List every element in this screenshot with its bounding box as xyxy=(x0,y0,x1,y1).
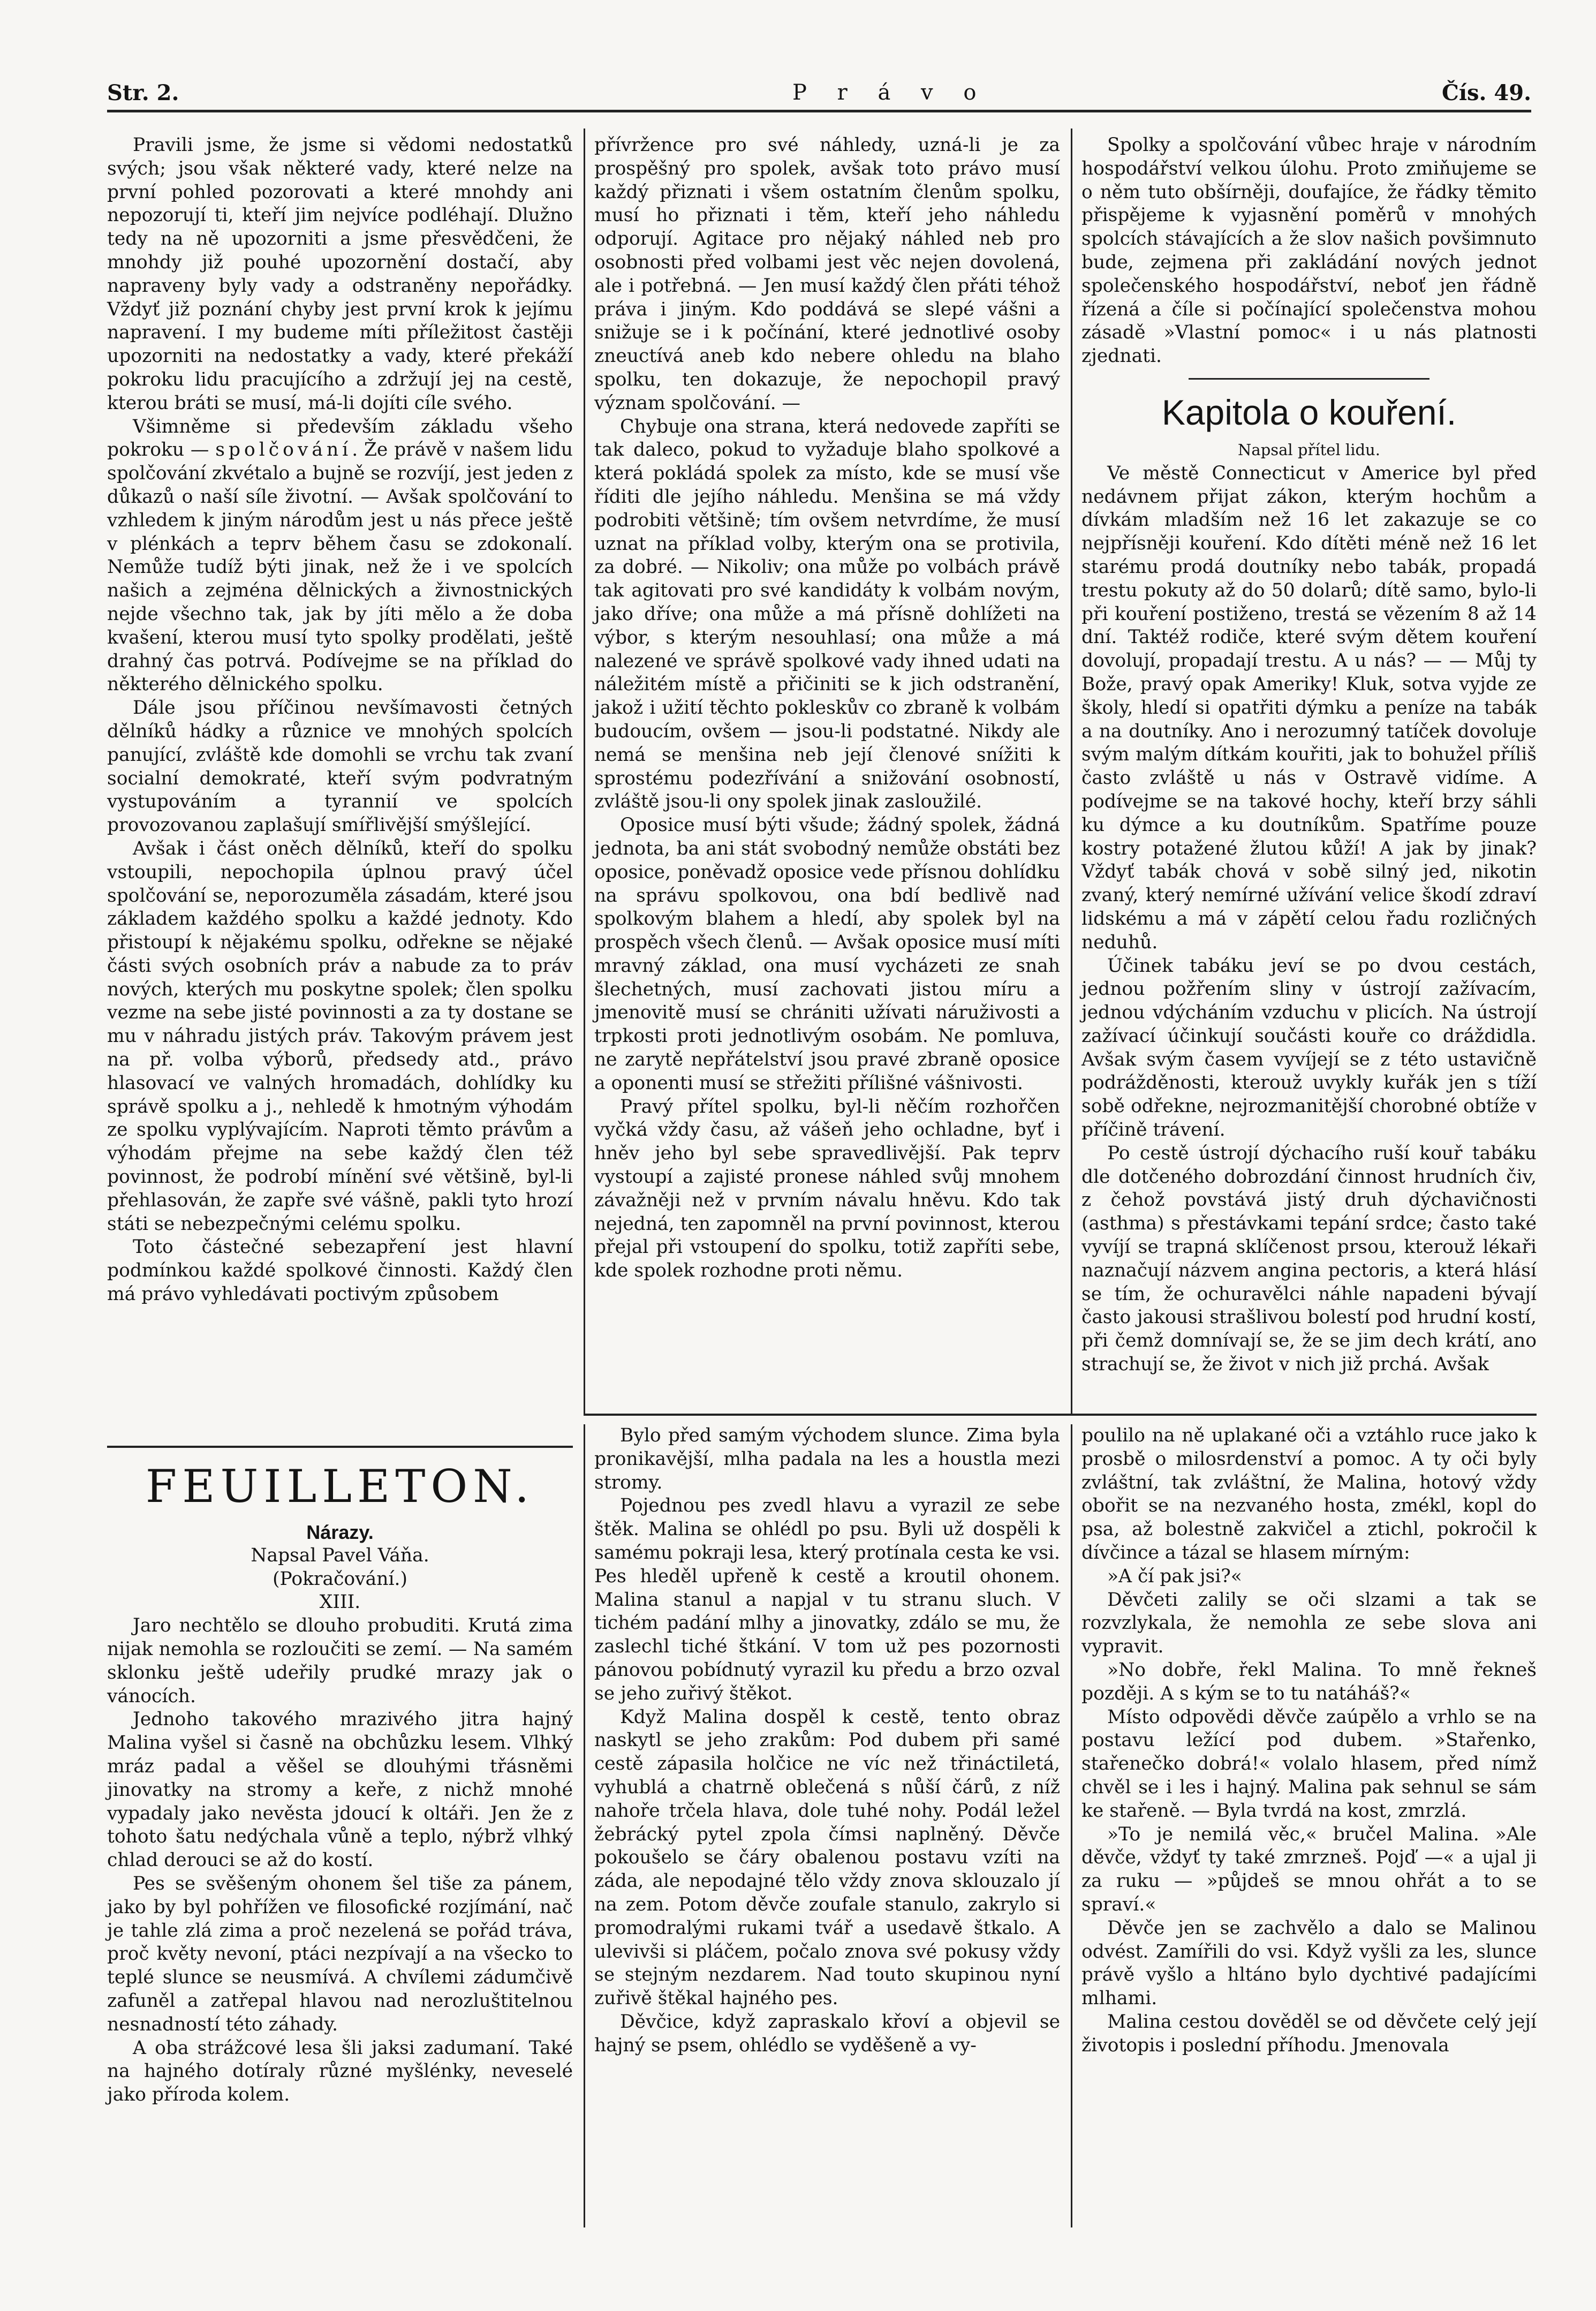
article-paragraph: Ve městě Connecticut v Americe byl před nedávnem přijat zákon, kterým hochům a dívkám mladším než 16 let zakazuje se co nejpřísněji kouření. Kdo dítěti méně než 16 let starému prodá doutníky nebo tabák, propadá trestu pokuty až do 50 dolarů; dítě samo, bylo-li při kouření postiženo, trestá se vězením 8 až 14 dní. Taktéž rodiče, které svým dětem kouření dovolují, propadají trestu. A u nás? — — Můj ty Bože, pravý opak Ameriky! Kluk, sotva vyjde ze školy, hledí si opatřiti dýmku a peníze na tabák a na doutníky. Ano i nerozumný tatíček dovoluje svým malým dítkám kouřiti, jak to bohužel příliš často zvláště u nás v Ostravě vidíme. A podívejme se na takové hochy, kteří brzy sáhli ku dýmce a ku doutníkům. Spatříme pouze kostry potažené žlutou kůží! A jak by jinak? Vždyť tabák chová v sobě silný jed, nikotin zvaný, který nemírné užívání velice škodí zdraví lidskému a má v zápětí celou řadu rozličných neduhů. xyxy=(1081,462,1537,953)
article-paragraph: Účinek tabáku jeví se po dvou cestách, jednou požřením sliny v ústrojí zažívacím, jednou vdýcháním vzduchu v plicích. Na ústrojí zažívací účinkují součásti kouře co dráždidla. Avšak svým časem vyvíjejí se z této ustavičně podrážděnosti, kterouž uvykly kuřák jen s tíží sobě odřekne, nejrozmanitější chorobné obtíže v příčině trávení. xyxy=(1081,955,1537,1141)
article-paragraph: Pravý přítel spolku, byl-li něčím rozhořčen vyčká vždy času, až vášeň jeho ochladne, byť i hněv jeho byl sebe spravedlivější. Pak teprv vystoupí a zajisté pronese náhled svůj mnohem závažněji než v prvním návalu hněvu. Kdo tak nejedná, ten zapomněl na první povinnost, kterou přejal při vstoupení do spolku, totiž zapříti sebe, kde spolek rozhodne proti němu. xyxy=(594,1096,1060,1282)
issue-number: Čís. 49. xyxy=(1442,80,1531,105)
story-paragraph: Pojednou pes zvedl hlavu a vyrazil ze sebe štěk. Malina se ohlédl po psu. Byli už dospěli k samému pokraji lesa, který protínala cesta ke vsi. Pes hleděl upřeně k cestě a kroutil ohonem. Malina stanul a napjal v tu stranu sluch. V tichém padání mlhy a jinovatky, zdálo se mu, že zaslechl tiché štkání. V tom už pes pozornosti pánovou pobídnutý vyrazil ku předu a brzo ozval se jeho zuřivý štěkot. xyxy=(594,1495,1060,1704)
column-divider-1 xyxy=(584,129,585,1414)
header-rule xyxy=(107,110,1531,112)
story-byline: Napsal Pavel Váňa. xyxy=(251,1544,429,1566)
column-1 xyxy=(107,134,573,1306)
column-2 xyxy=(594,134,1060,1283)
article-paragraph: Po cestě ústrojí dýchacího ruší kouř tabáku dle dotčeného dobrozdání činnost hrudních čiv, z čehož povstává jistý druh dýchavičnosti (asthma) s přestávkami tepání srdce; často také vyvíjí se trapná sklíčenost prsou, kterouž lékaři naznačují názvem angina pectoris, a která hlásí se tím, že ochuravělci náhle napadeni bývají často jakousi strašlivou bolestí pod hrudní kostí, při čemž domnívají se, že se jim dech krátí, ano strachují se, že život v nich již prchá. Avšak xyxy=(1081,1142,1537,1376)
feuilleton-column-2 xyxy=(594,1424,1060,2058)
article-paragraph: Toto částečné sebezapření jest hlavní podmínkou každé spolkové činnosti. Každý člen má právo vyhledávati poctivým způsobem xyxy=(107,1236,573,1305)
story-paragraph: Malina cestou dověděl se od děvčete celý její životopis i poslední příhodu. Jmenovala xyxy=(1081,2011,1537,2056)
story-paragraph: »To je nemilá věc,« bručel Malina. »Ale děvče, vždyť ty také zmrzneš. Pojď —« a ujal ji za ruku — »půjdeš se mnou ohřát a to se spraví.« xyxy=(1081,1823,1537,1915)
article-paragraph: Všimněme si především základu všeho pokroku — spolčování. Že právě v našem lidu spolčování zkvétalo a bujně se rozvíjí, jest jeden z důkazů o naší síle životní. — Avšak spolčování to vzhledem k jiným národům jest u nás přece ještě v plénkách a teprv během času se zdokonalí. Nemůže tudíž býti jinak, než že i ve spolcích našich a zejména dělnických a živnostnických nejde všechno tak, jak by jíti mělo a že doba kvašení, kterou musí tyto spolky prodělati, ještě drahný čas potrvá. Podívejme se na příklad do některého dělnického spolku. xyxy=(107,416,573,696)
chapter-number: XIII. xyxy=(319,1591,361,1613)
article-paragraph: přívržence pro své náhledy, uzná-li je za prospěšný pro spolek, avšak toto právo musí každý přiznati i všem ostatním členům spolku, musí ho přiznati i těm, kteří jeho náhledu odporují. Agitace pro nějaký náhled neb pro osobnosti před volbami jest věc nejen dovolená, ale i potřebná. — Jen musí každý člen přáti téhož práva i jiným. Kdo poddává se slepé vášni a snižuje se i k počínání, které jednotlivé osoby zneuctívá aneb kdo nebere ohledu na blaho spolku, ten dokazuje, že nepochopil pravý význam spolčování. — xyxy=(594,134,1060,414)
story-title: Nárazy. xyxy=(306,1521,374,1543)
emphasized-word: spolčování xyxy=(215,439,352,461)
page-number: Str. 2. xyxy=(107,80,179,105)
feuilleton-column-3 xyxy=(1081,1424,1537,2058)
story-paragraph: A oba strážcové lesa šli jaksi zadumaní. Také na hajného dotíraly různé myšlénky, neveselé jako příroda kolem. xyxy=(107,2037,573,2106)
story-paragraph: Když Malina dospěl k cestě, tento obraz naskytl se jeho zrakům: Pod dubem při samé cestě zápasila holčice ne víc než třináctiletá, vyhublá a chatrně oblečená s nůší čárů, z níž nahoře trčela hlava, dole tuhé nohy. Podál ležel žebrácký pytel zpola čímsi naplněný. Děvče pokoušelo se čáry obalenou postavu vzíti na záda, ale nepodajné tělo vždy znova sklouzalo jí na zem. Potom děvče zoufale stanulo, zakrylo si promodralými rukami tvář a usedavě štkalo. A ulevivši si pláčem, počalo znova své pokusy vždy se stejným nezdarem. Nad touto skupinou nyní zuřivě štěkal hajného pes. xyxy=(594,1706,1060,2010)
column-divider-2 xyxy=(1071,129,1072,1414)
article-separator xyxy=(1189,378,1429,380)
article-paragraph: Chybuje ona strana, která nedovede zapříti se tak daleco, pokud to vyžaduje blaho spolkové a která pokládá spolek za místo, kde se musí vše říditi dle jejího náhledu. Menšina se má vždy podrobiti většině; tím ovšem netvrdíme, že musí uznat na příklad volby, kterým ona se protivila, za dobré. — Nikoliv; ona může po volbách právě tak agitovati pro své kandidáty k volbám novým, jako dříve; ona může a má přísně dohlížeti na výbor, s kterým nesouhlasí; ona může a má nalezené ve správě spolkové vady ihned udati na náležitém místě a přičiniti se k jich odstranění, jakož i užití těchto pokleskův co zbraně k volbám budoucím, ovšem — jsou-li podstatné. Nikdy ale nemá se menšina neb její členové snížiti k sprostému podezřívání a snižování osobností, zvláště jsou-li ony spolek jinak zasloužilé. xyxy=(594,416,1060,813)
feuilleton-divider-2 xyxy=(1071,1424,1072,2227)
story-paragraph: »A čí pak jsi?« xyxy=(1107,1565,1242,1587)
story-paragraph: Bylo před samým východem slunce. Zima byla pronikavější, mlha padala na les a houstla mezi stromy. xyxy=(594,1425,1060,1493)
story-paragraph: poulilo na ně uplakané oči a vztáhlo ruce jako k prosbě o milosrdenství a pomoc. A ty oči byly zvláštní, tak zvláštní, že Malina, hotový vždy obořit se na nezvaného hosta, zmékl, kopl do psa, až bolestně zakvičel a ztichl, pokročil k dívčince a tázal se hlasem mírným: xyxy=(1081,1425,1537,1564)
article-byline: Napsal přítel lidu. xyxy=(1238,440,1380,459)
feuilleton-rule xyxy=(584,1414,1537,1416)
feuilleton-rule-left xyxy=(107,1446,573,1448)
story-paragraph: Pes se svěšeným ohonem šel tiše za pánem, jako by byl pohřížen ve filosofické rozjímání, nač je tahle zlá zima a proč nezelená se pořád tráva, proč květy nevoní, ptáci nezpívají a na všecko to teplé slunce se neusmívá. A chvílemi zádumčivě zafuněl a zatřepal hlavou nad nerozluštitelnou nesnadností této záhady. xyxy=(107,1872,573,2035)
column-3 xyxy=(1081,134,1537,1377)
story-paragraph: Děvčeti zalily se oči slzami a tak se rozvzlykala, že nemohla ze sebe slova ani vypravit. xyxy=(1081,1589,1537,1658)
article-title: Kapitola o kouření. xyxy=(1161,392,1457,432)
page-header xyxy=(107,80,1531,112)
story-continuation: (Pokračování.) xyxy=(273,1568,407,1590)
article-paragraph: Spolky a spolčování vůbec hraje v národním hospodářství velkou úlohu. Proto zmiňujeme se o něm tuto obšírněji, doufajíce, že řádky těmito přispějeme k vyjasnění poměrů v mnohých spolcích stávajících a že slov našich povšimnuto bude, zejmena při zakládání nových jednot společenského hospodářství, neboť jen řádně řízená a číle si počínající společenstva mohou zásadě »Vlastní pomoc« i u nás platnosti zjednati. xyxy=(1081,134,1537,367)
story-paragraph: Místo odpovědi děvče zaúpělo a vrhlo se na postavu ležící pod dubem. »Stařenko, stařenečko dobrá!« volalo hlasem, před nímž chvěl se i les i hajný. Malina pak sehnul se sám ke stařeně. — Byla tvrdá na kost, zmrzlá. xyxy=(1081,1706,1537,1822)
story-paragraph: Děvčice, když zapraskalo křoví a objevil se hajný se psem, ohlédlo se vyděšeně a vy- xyxy=(594,2011,1060,2056)
feuilleton-divider-1 xyxy=(584,1424,585,2227)
article-paragraph: Avšak i část oněch dělníků, kteří do spolku vstoupili, nepochopila úplnou pravý účel spolčování se, neporozuměla zásadám, které jsou základem každého spolku a každé jednoty. Kdo přistoupí k nějakému spolku, odřekne se nějaké části svých osobních práv a nabude za to práv nových, kterých mu poskytne spolek; člen spolku vezme na sebe jisté povinnosti a za ty dostane se mu v náhradu jistých práv. Takovým právem jest na př. volba výborů, předsedy atd., právo hlasovací ve valných hromadách, dohlídky ku správě spolku a j., nehledě k hmotným výhodám ze spolku vyplývajícím. Naproti těmto právům a výhodám přejme na sebe každý člen též povinnost, že podrobí mínění své většině, byl-li přehlasován, že zapře své vášně, pakli tyto hrozí státi se nebezpečnými celému spolku. xyxy=(107,837,573,1235)
article-paragraph: Pravili jsme, že jsme si vědomi nedostatků svých; jsou však některé vady, které nelze na první pohled pozorovati a které mnohdy ani nepozorují ti, kteří jim nejvíce podléhají. Dlužno tedy na ně upozorniti a jsme přesvědčeni, že mnohdy již pouhé upozornění dostačí, aby napraveny byly vady a odstraněny nepořádky. Vždyť již poznání chyby jest první krok k jejímu napravení. I my budeme míti příležitost častěji upozorniti na nedostatky a vady, které překáží pokroku lidu pracujícího a zdržují jej na cestě, kterou bráti se musí, má-li dojíti cíle svého. xyxy=(107,134,573,414)
story-paragraph: Jaro nechtělo se dlouho probuditi. Krutá zima nijak nemohla se rozloučiti se zemí. — Na samém sklonku ještě udeřily prudké mrazy jak o vánocích. xyxy=(107,1615,573,1707)
feuilleton-title: FEUILLETON. xyxy=(145,1460,535,1513)
article-paragraph: Dále jsou příčinou nevšímavosti četných dělníků hádky a různice ve mnohých spolcích panující, zvláště kde domohli se vrchu tak zvaní socialní demokraté, kteří svým podvratným vystupováním a tyrannií ve spolcích provozovanou zaplašují smířlivější smýšlející. xyxy=(107,697,573,836)
story-paragraph: Děvče jen se zachvělo a dalo se Malinou odvést. Zamířili do vsi. Když vyšli za les, slunce právě vyšlo a hltáno bylo dychtivé padajícími mlhami. xyxy=(1081,1917,1537,2010)
newspaper-title: P r á v o xyxy=(792,80,988,105)
story-paragraph: »No dobře, řekl Malina. To mně řekneš později. A s kým se to tu natáháš?« xyxy=(1081,1659,1537,1704)
feuilleton-column-1 xyxy=(107,1456,573,2107)
article-paragraph: Oposice musí býti všude; žádný spolek, žádná jednota, ba ani stát svobodný nemůže obstáti bez oposice, poněvadž oposice vede přísnou dohlídku na správu spolkovou, ona bdí bedlivě nad spolkovým blahem a hledí, aby spolek byl na prospěch všech členů. — Avšak oposice musí míti mravný základ, ona musí vycházeti ze snah šlechetných, musí zachovati jistou míru a jmenovitě musí se chrániti užívati náruživosti a trpkosti proti jednotlivým osobám. Ne pomluva, ne zarytě nepřátelství jsou pravé zbraně oposice a oponenti musí se střežiti přílišné vášnivosti. xyxy=(594,814,1060,1094)
story-paragraph: Jednoho takového mrazivého jitra hajný Malina vyšel si časně na obchůzku lesem. Vlhký mráz padal a věšel se dlouhými třásněmi jinovatky na stromy a keře, z nichž mnohé vypadaly jako nevěsta jdoucí k oltáři. Jen že z tohoto šatu nedýchala vůně a teplo, nýbrž vlhký chlad derouci se až do kostí. xyxy=(107,1709,573,1871)
